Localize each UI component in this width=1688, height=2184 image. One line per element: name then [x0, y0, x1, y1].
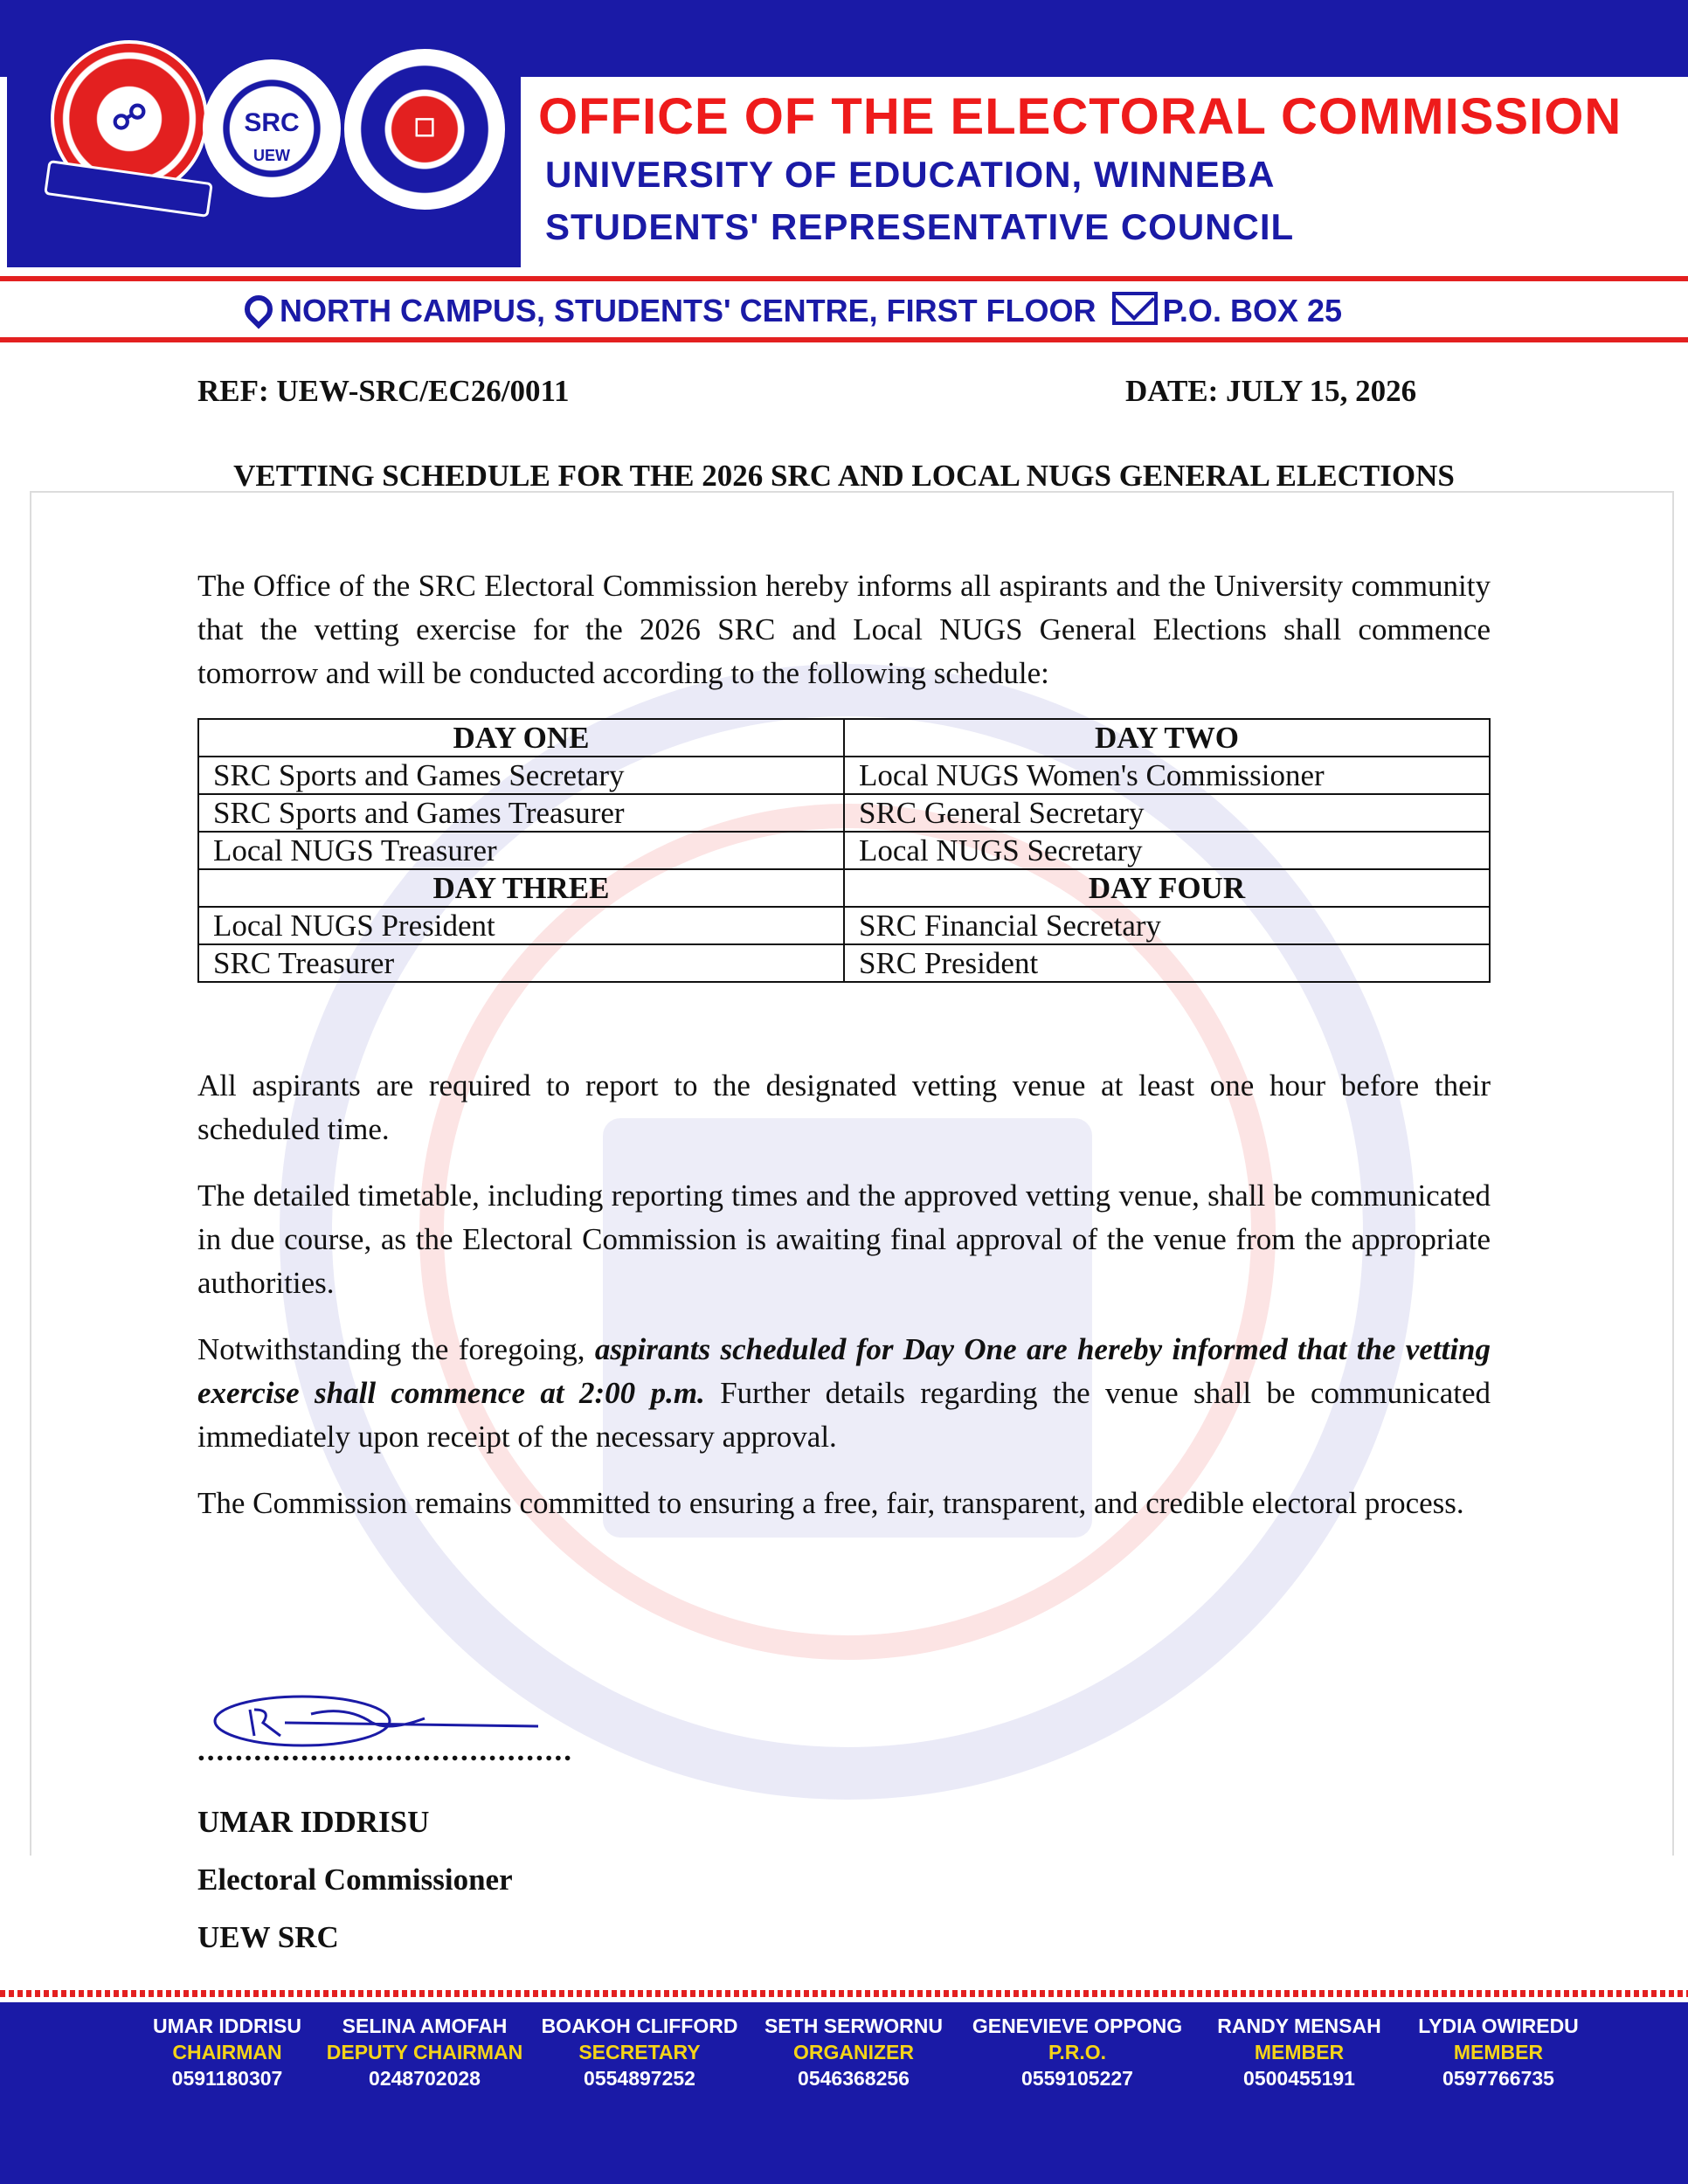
member-role: CHAIRMAN [172, 2041, 282, 2063]
signatory-name: UMAR IDDRISU [197, 1805, 430, 1839]
table-row [198, 794, 1490, 832]
table-cell: SRC President [844, 944, 1490, 982]
member-phone: 0248702028 [369, 2067, 481, 2090]
table-cell: SRC Financial Secretary [844, 907, 1490, 944]
signatory-organization: UEW SRC [197, 1920, 339, 1954]
timetable-paragraph: The detailed timetable, including reporting times and the approved vetting venue, shall be communicated in due course, as the Electoral Commission is awaiting final approval of the venue from the appropriate authorities. [197, 1178, 1491, 1300]
member-phone: 0597766735 [1442, 2067, 1554, 2090]
member-organizer [736, 2013, 972, 2091]
footer-dotted-rule [0, 1990, 1688, 1997]
member-phone: 0554897252 [584, 2067, 695, 2090]
member-name: GENEVIEVE OPPONG [972, 2015, 1183, 2037]
member-pro [959, 2013, 1195, 2091]
member-role: MEMBER [1453, 2041, 1544, 2063]
office-title: OFFICE OF THE ELECTORAL COMMISSION [538, 88, 1622, 145]
day-three-header: DAY THREE [198, 869, 844, 907]
address-bar [245, 292, 1380, 329]
crest-emblem-icon: ☍ [111, 99, 148, 137]
po-box-text: P.O. BOX 25 [1162, 293, 1342, 328]
header-rule-top [0, 276, 1688, 281]
council-name: STUDENTS' REPRESENTATIVE COUNCIL [545, 206, 1295, 247]
member-role: SECRETARY [578, 2041, 701, 2063]
notwithstanding-paragraph [197, 1328, 1491, 1459]
letter-date: DATE: JULY 15, 2026 [1125, 374, 1417, 408]
intro-paragraph: The Office of the SRC Electoral Commission hereby informs all aspirants and the University community that the vetting exercise for the 2026 SRC and Local NUGS General Elections shall commence tomorrow and will be conducted according to the following schedule: [197, 569, 1491, 690]
signature-line: ........................................ [197, 1733, 573, 1767]
vetting-schedule-table [197, 718, 1491, 983]
table-cell: Local NUGS President [198, 907, 844, 944]
table-cell: Local NUGS Women's Commissioner [844, 757, 1490, 794]
table-cell: Local NUGS Secretary [844, 832, 1490, 869]
member-secretary [522, 2013, 758, 2091]
commitment-paragraph: The Commission remains committed to ensuring a free, fair, transparent, and credible electoral process. [197, 1486, 1464, 1520]
table-cell: SRC General Secretary [844, 794, 1490, 832]
notwithstanding-lead: Notwithstanding the foregoing, [197, 1332, 595, 1366]
src-logo-text: SRC UEW [244, 108, 300, 164]
day-one-header: DAY ONE [198, 719, 844, 757]
member-phone: 0500455191 [1243, 2067, 1355, 2090]
electoral-commission-logo [344, 49, 505, 210]
table-row [198, 944, 1490, 982]
table-cell: SRC Treasurer [198, 944, 844, 982]
location-pin-icon [239, 289, 278, 328]
ballot-box-icon: ☐ [413, 114, 436, 142]
day-two-header: DAY TWO [844, 719, 1490, 757]
member-role: ORGANIZER [793, 2041, 914, 2063]
member-name: RANDY MENSAH [1217, 2015, 1381, 2037]
member-phone: 0591180307 [171, 2067, 283, 2090]
mail-envelope-icon [1112, 292, 1158, 325]
member-role: P.R.O. [1048, 2041, 1107, 2063]
table-cell: SRC Sports and Games Treasurer [198, 794, 844, 832]
day-one-notice: aspirants scheduled for Day One are hereby informed that the vetting exercise shall commence at 2:00 p.m. [197, 1332, 1491, 1410]
member-phone: 0559105227 [1021, 2067, 1133, 2090]
report-paragraph: All aspirants are required to report to the designated vetting venue at least one hour before their scheduled time. [197, 1068, 1491, 1146]
reference-number: REF: UEW-SRC/EC26/0011 [197, 374, 570, 408]
member-name: LYDIA OWIREDU [1418, 2015, 1579, 2037]
member-name: SETH SERWORNU [764, 2015, 944, 2037]
table-cell: Local NUGS Treasurer [198, 832, 844, 869]
member-role: MEMBER [1254, 2041, 1345, 2063]
signatory-role: Electoral Commissioner [197, 1863, 513, 1897]
member-name: BOAKOH CLIFFORD [541, 2015, 738, 2037]
university-name: UNIVERSITY OF EDUCATION, WINNEBA [545, 154, 1276, 195]
table-row [198, 907, 1490, 944]
member-name: UMAR IDDRISU [153, 2015, 301, 2037]
header-rule-bottom [0, 337, 1688, 342]
address-text: NORTH CAMPUS, STUDENTS' CENTRE, FIRST FLOOR [280, 293, 1097, 328]
notwithstanding-tail: Further details regarding the venue shall be communicated immediately upon receipt of the necessary approval. [197, 1376, 1491, 1454]
member-role: DEPUTY CHAIRMAN [326, 2041, 523, 2063]
member-phone: 0546368256 [798, 2067, 910, 2090]
day-four-header: DAY FOUR [844, 869, 1490, 907]
member-name: SELINA AMOFAH [342, 2015, 508, 2037]
table-cell: SRC Sports and Games Secretary [198, 757, 844, 794]
table-row [198, 757, 1490, 794]
table-header-row [198, 719, 1490, 757]
table-header-row [198, 869, 1490, 907]
table-row [198, 832, 1490, 869]
member-deputy-chairman [307, 2013, 543, 2091]
member-lydia-owiredu [1380, 2013, 1616, 2091]
src-council-logo [203, 59, 341, 197]
letter-title: VETTING SCHEDULE FOR THE 2026 SRC AND LOCAL NUGS GENERAL ELECTIONS [233, 459, 1455, 493]
